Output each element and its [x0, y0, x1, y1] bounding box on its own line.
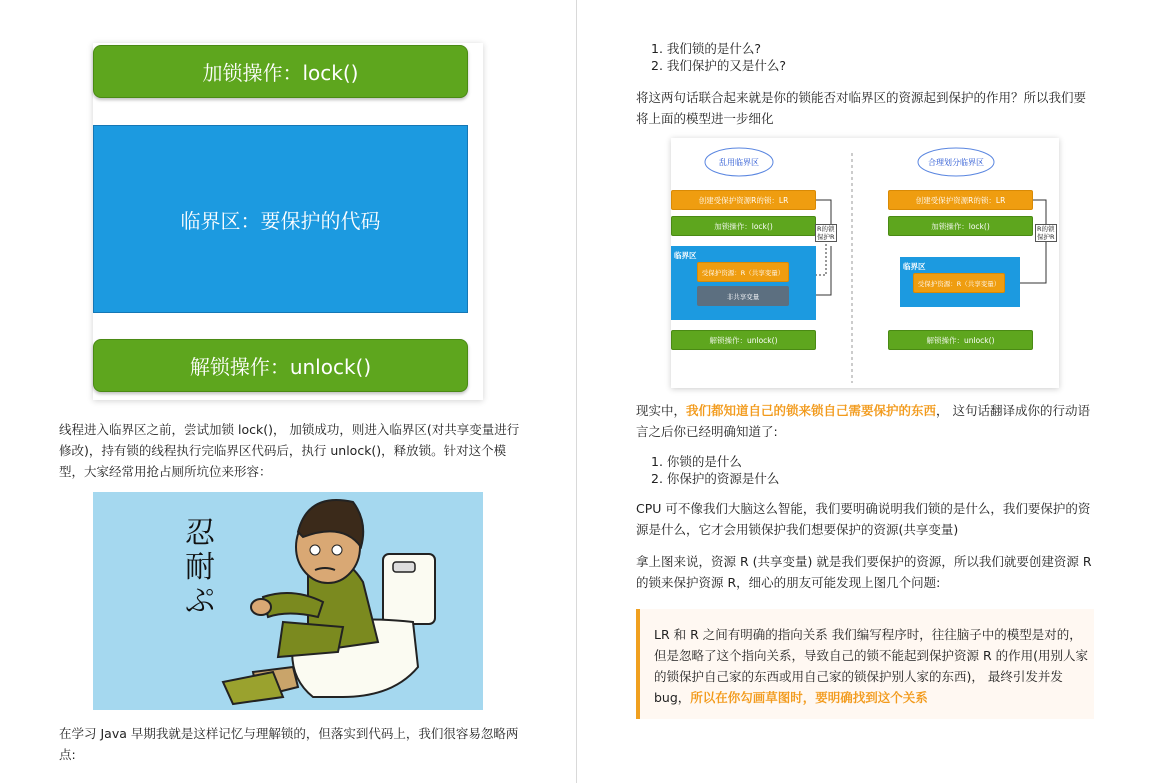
text-line: 点:	[59, 747, 76, 762]
list-item: 1. 你锁的是什么	[651, 454, 742, 469]
quote-text	[654, 624, 1094, 708]
left-lock-box: 加锁操作：lock()	[671, 216, 816, 236]
highlight-text: 我们都知道自己的锁来锁自己需要保护的东西	[686, 403, 937, 418]
note-line: 保护R	[817, 233, 835, 241]
left-non-shared-variable: 非共享变量	[697, 286, 789, 306]
left-protected-resource: 受保护资源：R（共享变量）	[697, 262, 789, 282]
right-protected-resource: 受保护资源：R（共享变量）	[913, 273, 1005, 293]
text-line: 的锁保护自己家的东西或用自己家的锁保护别人家的东西)， 最终引发并发	[654, 669, 1063, 684]
left-critical-label: 临界区	[674, 251, 697, 260]
text-line: CPU 可不像我们大脑这么智能，我们要明确说明我们锁的是什么，我们要保护的资	[636, 501, 1091, 516]
left-paragraph-1	[59, 419, 529, 482]
left-create-lock-box: 创建受保护资源R的锁：LR	[671, 190, 816, 210]
text-line: 将上面的模型进一步细化	[636, 111, 774, 126]
note-line: R的锁	[817, 225, 835, 233]
right-paragraph-3	[636, 498, 1096, 540]
list-item: 2. 你保护的资源是什么	[651, 471, 780, 486]
left-cloud-label: 乱用临界区	[719, 158, 759, 167]
toilet-cartoon-image	[93, 492, 483, 710]
left-unlock-box: 解锁操作：unlock()	[671, 330, 816, 350]
scribble-char: 耐	[185, 550, 215, 585]
lock-operation-box: 加锁操作：lock()	[93, 45, 468, 98]
right-create-lock-box: 创建受保护资源R的锁：LR	[888, 190, 1033, 210]
text-line: 拿上图来说，资源 R (共享变量) 就是我们要保护的资源，所以我们就要创建资源 R	[636, 554, 1092, 569]
right-cloud-label: 合理划分临界区	[928, 158, 984, 167]
text-line: 源是什么，它才会用锁保护我们想要保护的资源(共享变量)	[636, 522, 959, 537]
refined-lock-diagram	[671, 138, 1059, 388]
cartoon-scribble-text	[185, 517, 215, 619]
right-critical-label: 临界区	[903, 262, 926, 271]
right-note	[1035, 224, 1057, 242]
list-item: 2. 我们保护的又是什么?	[651, 58, 787, 73]
text-line: 但是忽略了这个指向关系，导致自己的锁不能起到保护资源 R 的作用(用别人家	[654, 648, 1089, 663]
right-unlock-box: 解锁操作：unlock()	[888, 330, 1033, 350]
text-line: 言之后你已经明确知道了:	[636, 424, 778, 439]
critical-section-box: 临界区：要保护的代码	[93, 125, 468, 313]
text-line: 线程进入临界区之前，尝试加锁 lock()， 加锁成功，则进入临界区(对共享变量进行	[59, 422, 520, 437]
right-paragraph-2	[636, 400, 1096, 442]
text-line: 的锁来保护资源 R，细心的朋友可能发现上图几个问题:	[636, 575, 941, 590]
right-paragraph-1	[636, 87, 1096, 129]
right-lock-box: 加锁操作：lock()	[888, 216, 1033, 236]
unlock-operation-box: 解锁操作：unlock()	[93, 339, 468, 392]
text-line: 将这两句话联合起来就是你的锁能否对临界区的资源起到保护的作用？所以我们要	[636, 90, 1087, 105]
text-line: 修改)，持有锁的线程执行完临界区代码后，执行 unlock()，释放锁。针对这个模	[59, 443, 507, 458]
text-span: bug，	[654, 690, 691, 705]
question-list	[651, 40, 786, 74]
answer-list	[651, 453, 779, 487]
note-line: 保护R	[1037, 233, 1055, 241]
text-line: 型，大家经常用抢占厕所坑位来形容：	[59, 464, 272, 479]
list-item: 1. 我们锁的是什么?	[651, 41, 762, 56]
text-line: LR 和 R 之间有明确的指向关系 我们编写程序时，往往脑子中的模型是对的，	[654, 627, 1082, 642]
left-note	[815, 224, 837, 242]
scribble-char: ぷ	[185, 584, 215, 619]
text-span: 现实中，	[636, 403, 687, 418]
right-paragraph-4	[636, 551, 1096, 593]
cartoon-illustration	[93, 492, 483, 710]
highlight-text: 所以在你勾画草图时，要明确找到这个关系	[690, 690, 928, 705]
text-line: 在学习 Java 早期我就是这样记忆与理解锁的，但落实到代码上，我们很容易忽略两	[59, 726, 519, 741]
note-line: R的锁	[1037, 225, 1055, 233]
text-span: ， 这句话翻译成你的行动语	[936, 403, 1091, 418]
scribble-char: 忍	[185, 516, 215, 551]
lock-model-figure	[93, 43, 483, 400]
left-paragraph-2	[59, 723, 529, 765]
